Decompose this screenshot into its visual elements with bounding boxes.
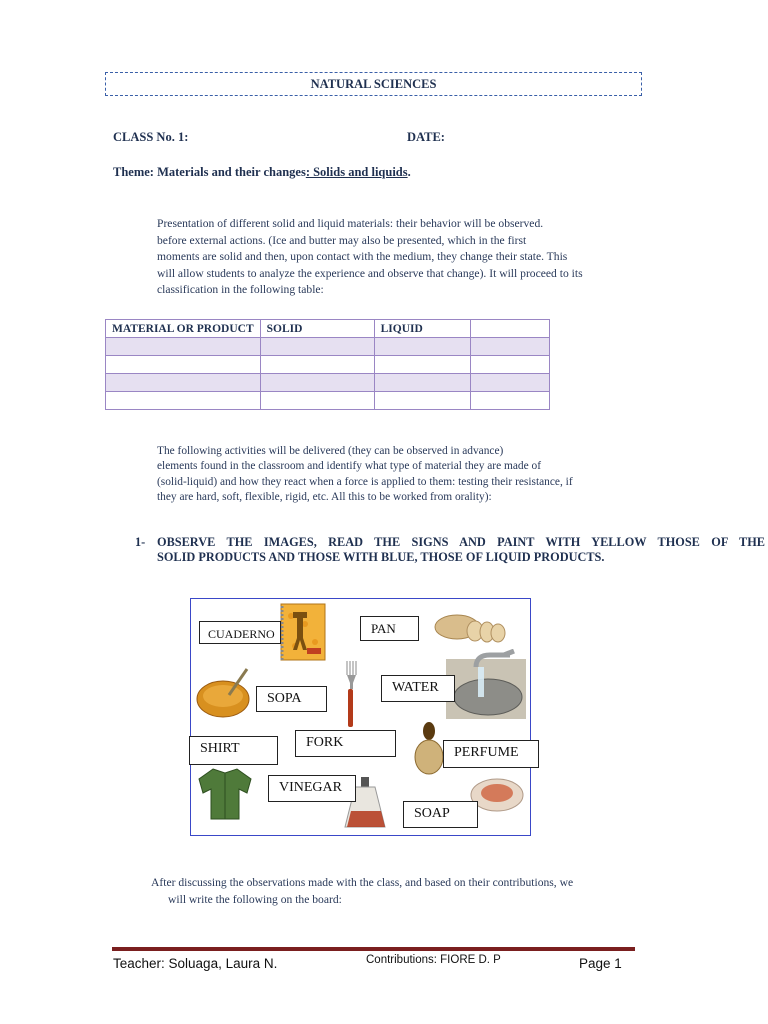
footer-contributions: Contributions: FIORE D. P: [366, 954, 501, 966]
label-shirt[interactable]: SHIRT: [189, 736, 278, 765]
table-cell[interactable]: [106, 392, 261, 410]
table-cell[interactable]: [470, 392, 549, 410]
footer-page-number: Page 1: [579, 956, 622, 971]
paragraph-line: elements found in the classroom and identify what type of material they are made of: [157, 460, 541, 473]
notebook-icon: [277, 602, 329, 662]
paragraph-line: [148, 875, 618, 892]
classification-table: [105, 319, 550, 410]
table-header-row: [106, 320, 550, 338]
table-cell[interactable]: [470, 338, 549, 356]
label-fork[interactable]: FORK: [295, 730, 396, 757]
table-cell[interactable]: [260, 374, 374, 392]
shirt-icon: [195, 765, 257, 823]
fork-icon: [343, 659, 359, 729]
class-label: CLASS No. 1:: [113, 130, 189, 144]
table-cell[interactable]: [374, 338, 470, 356]
label-vinegar[interactable]: VINEGAR: [268, 775, 356, 802]
table-cell[interactable]: [106, 356, 261, 374]
label-sopa[interactable]: SOPA: [256, 686, 327, 712]
header-extra: [470, 320, 549, 338]
footer-divider: [112, 947, 635, 951]
table-row: [106, 392, 550, 410]
paragraph-line: will allow students to analyze the experience and observe that change). It will proceed to its: [157, 266, 583, 280]
paragraph-line: The following activities will be delivered (they can be observed in advance): [157, 445, 504, 457]
table-cell[interactable]: [260, 392, 374, 410]
paragraph-line: moments are solid and then, upon contact with the medium, they change their state. This: [157, 250, 568, 264]
paragraph-line: before external actions. (Ice and butter may also be presented, which in the first: [157, 233, 527, 247]
image-panel: [190, 598, 531, 836]
activity-number: 1-: [135, 535, 146, 549]
table-cell[interactable]: [374, 374, 470, 392]
table-cell[interactable]: [374, 356, 470, 374]
label-pan[interactable]: PAN: [360, 616, 419, 641]
paragraph-line: will write the following on the board:: [168, 893, 342, 906]
paragraph-line: they are hard, soft, flexible, rigid, etc. All this to be worked from orality):: [157, 490, 492, 503]
table-cell[interactable]: [260, 356, 374, 374]
paragraph-2: [157, 444, 621, 505]
paragraph-line: (solid-liquid) and how they react when a force is applied to them: testing their resistance, if: [157, 475, 573, 488]
soup-icon: [195, 667, 255, 723]
label-soap[interactable]: SOAP: [403, 801, 478, 828]
bread-icon: [419, 605, 509, 645]
table-cell[interactable]: [374, 392, 470, 410]
activity-line-2: SOLID PRODUCTS AND THOSE WITH BLUE, THOSE OF LIQUID PRODUCTS.: [157, 550, 605, 564]
table-row: [106, 338, 550, 356]
paragraph-1: [157, 216, 621, 299]
table-cell[interactable]: [106, 338, 261, 356]
footer-teacher: Teacher: Soluaga, Laura N.: [113, 956, 278, 971]
table-cell[interactable]: [106, 374, 261, 392]
paragraph-line: classification in the following table:: [157, 283, 324, 297]
perfume-icon: [413, 719, 447, 775]
table-row: [106, 374, 550, 392]
theme-underlined: : Solids and liquids: [305, 165, 408, 179]
theme-prefix: Theme: Materials and their changes: [113, 165, 306, 179]
label-perfume[interactable]: PERFUME: [443, 740, 539, 768]
paragraph-3: [148, 875, 618, 908]
label-water[interactable]: WATER: [381, 675, 455, 702]
table-cell[interactable]: [470, 356, 549, 374]
table-row: [106, 356, 550, 374]
header-material: MATERIAL OR PRODUCT: [106, 320, 261, 338]
theme-line: [113, 165, 411, 180]
header-liquid: LIQUID: [374, 320, 470, 338]
paragraph-line: Presentation of different solid and liquid materials: their behavior will be observed.: [157, 217, 544, 230]
activity-line-1: OBSERVE THE IMAGES, READ THE SIGNS AND PAINT WITH YELLOW THOSE OF THE: [157, 535, 765, 549]
page-title: NATURAL SCIENCES: [105, 72, 642, 96]
theme-suffix: .: [407, 165, 411, 179]
table-cell[interactable]: [260, 338, 374, 356]
table-cell[interactable]: [470, 374, 549, 392]
date-label: DATE:: [407, 130, 445, 144]
header-solid: SOLID: [260, 320, 374, 338]
label-cuaderno[interactable]: CUADERNO: [199, 621, 281, 644]
sink-icon: [446, 649, 526, 719]
paragraph-text: After discussing the observations made with the class, and based on their contributions, we: [151, 876, 574, 889]
